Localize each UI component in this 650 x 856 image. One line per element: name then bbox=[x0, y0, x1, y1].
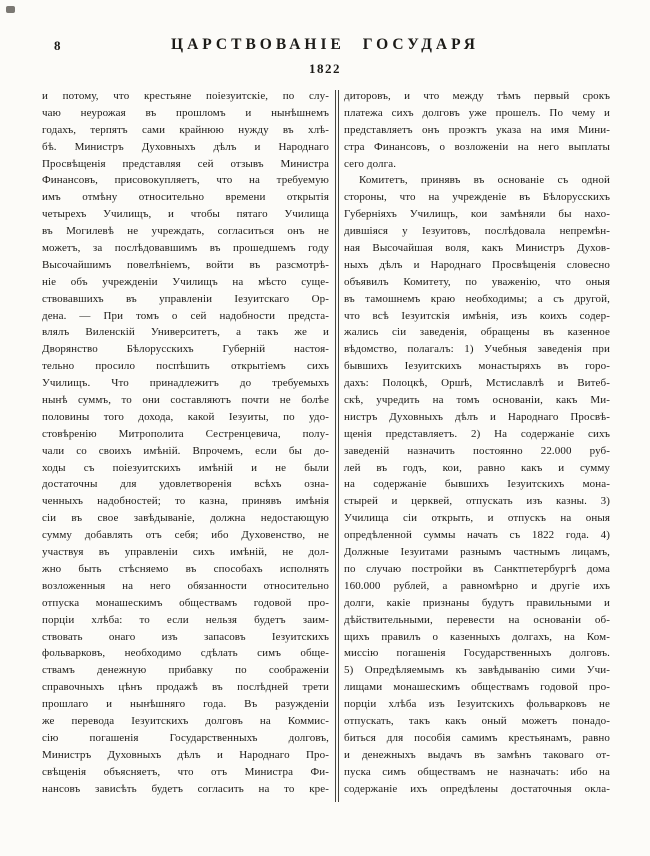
text-line: сего долга. bbox=[344, 157, 397, 170]
text-line: 160.000 рублей, а равномѣрно и другіе ихъ bbox=[344, 579, 610, 592]
text-line: Должные Іезуитами разнымъ частнымъ лицамъ, bbox=[344, 546, 610, 559]
page-title: ЦАРСТВОВАНІЕ ГОСУДАРЯ bbox=[171, 36, 479, 53]
text-line: участвуя въ управленіи сихъ имѣній, не дол- bbox=[42, 546, 329, 559]
text-line: порціи хлѣба изъ Іезуитскихъ фольварковъ не bbox=[344, 698, 610, 711]
text-line: возложенныя на него обязанности относительно bbox=[42, 579, 329, 592]
text-line: Дворянство Бѣлорусскихъ Губерній настоя- bbox=[42, 343, 329, 356]
text-line: представляетъ онъ проэктъ указа на имя Мини- bbox=[344, 123, 610, 136]
text-line: чаю неурожая въ прошломъ и нынѣшнемъ bbox=[42, 106, 329, 119]
text-line: пуска симъ обществамъ не назначать: ибо на bbox=[344, 765, 610, 778]
header-year: 1822 bbox=[309, 61, 341, 76]
text-line: же перевода Іезуитскихъ долговъ на Коммис- bbox=[42, 714, 329, 727]
text-line: отпуска монашескимъ обществамъ годовой про- bbox=[42, 596, 329, 609]
text-line: Министръ Духовныхъ дѣлъ и Народнаго Про- bbox=[42, 748, 329, 761]
text-line: стра Финансовъ, о возложеніи на него выплаты bbox=[344, 140, 610, 153]
text-line: что всѣ Іезуитскія имѣнія, изъ коихъ содер- bbox=[344, 309, 610, 322]
text-line: и денежныхъ выдачъ въ замѣнъ таковаго от- bbox=[344, 748, 610, 761]
text-line: ченныхъ надобностей; то казна, принявъ имѣнія bbox=[42, 495, 329, 508]
text-line: ніе объ учрежденіи Училищъ на мѣсто суще- bbox=[42, 275, 329, 288]
text-line: 5) Опредѣляемымъ къ завѣдыванію сими Учи- bbox=[344, 664, 610, 677]
text-line: ная Высочайшая воля, какъ Министръ Духов- bbox=[344, 242, 610, 255]
text-line: опредѣленной суммы начать съ 1822 года. 4) bbox=[344, 529, 610, 542]
text-line: вѣдомство, полагалъ: 1) Учебныя заведенія при bbox=[344, 343, 610, 356]
text-line: достаточны для удовлетворенія всѣхъ озна- bbox=[42, 478, 329, 491]
text-line: Губерніяхъ Училищъ, кои замѣняли бы нахо- bbox=[344, 208, 610, 221]
text-line: бывшихъ Іезуитскихъ монастыряхъ въ горо- bbox=[344, 360, 610, 373]
text-line: лей въ годъ, кои, равно какъ и сумму bbox=[344, 461, 610, 474]
text-line: ствовать онаго изъ запасовъ Іезуитскихъ bbox=[42, 630, 329, 643]
text-line: сію погашенія Государственныхъ долговъ, bbox=[42, 731, 329, 744]
text-line: Финансовъ, присовокупляетъ, что на требуемую bbox=[42, 174, 329, 187]
column-divider bbox=[335, 90, 339, 802]
text-line: по случаю постройки въ Санктпетербургѣ дома bbox=[344, 562, 610, 575]
text-line: сумму добавлять отъ себя; ибо Духовенство, не bbox=[42, 529, 329, 542]
text-line: чали со своихъ имѣній. Впрочемъ, если бы до- bbox=[42, 444, 329, 457]
text-line: сіи въ свое завѣдываніе, должна недостающую bbox=[42, 512, 329, 525]
scan-artifact bbox=[6, 6, 15, 13]
text-line: миссію погашенія Государственныхъ долговъ. bbox=[344, 647, 610, 660]
text-line: въ Могилевѣ не учреждать, согласиться онъ не bbox=[42, 225, 329, 238]
text-line: биться для пособія самимъ крестьянамъ, равно bbox=[344, 731, 610, 744]
text-line: диторовъ, и что между тѣмъ первый срокъ bbox=[344, 90, 610, 102]
text-line: лищами монашескимъ обществамъ годовой про- bbox=[344, 681, 610, 694]
text-line: стырей и церквей, отпускать изъ казны. 3) bbox=[344, 495, 610, 508]
text-line: дившіяся у Іезуитовъ, послѣдовала непремѣн- bbox=[344, 225, 610, 238]
text-line: жались сіи заведенія, обращены въ казенное bbox=[344, 326, 610, 339]
text-line: влялъ Виленскій Университетъ, а такъ же и bbox=[42, 326, 329, 339]
text-line: годахъ, терпятъ сами крайнюю нужду въ хлѣ- bbox=[42, 123, 329, 136]
page-body bbox=[42, 88, 610, 802]
text-line: бѣ. Министръ Духовныхъ дѣлъ и Народнаго bbox=[42, 140, 329, 153]
text-line: на содержаніе бывшихъ Іезуитскихъ мона- bbox=[344, 478, 610, 491]
text-line: четырехъ Училищъ, и чтобы пятаго Училища bbox=[42, 208, 329, 221]
column-right-text bbox=[344, 88, 610, 797]
text-line: имъ отмѣну относительно времени открытія bbox=[42, 191, 329, 204]
text-line: стовѣренію Митрополита Сестренцевича, полу- bbox=[42, 427, 329, 440]
text-line: въ тамошнемъ краю необходимы; а съ другой, bbox=[344, 292, 610, 305]
text-line: Училищъ. Что принадлежитъ до требуемыхъ bbox=[42, 377, 329, 390]
text-line: справочныхъ цѣнъ продажѣ въ послѣдней трети bbox=[42, 681, 329, 694]
text-line: нансовъ зависѣть будетъ согласить на то кре- bbox=[42, 782, 329, 795]
page-header bbox=[0, 36, 650, 77]
text-line: дахъ: Полоцкѣ, Оршѣ, Мстиславлѣ и Витеб- bbox=[344, 377, 610, 390]
text-line: жно быть стѣсняемо въ способахъ исполнять bbox=[42, 562, 329, 575]
text-line: Училища сіи открыть, и отпускъ на оныя bbox=[344, 512, 610, 525]
text-line: нынѣ суммъ, то они составляютъ почти не болѣе bbox=[42, 394, 329, 407]
text-line: отпускать, такъ какъ оный можетъ понадо- bbox=[344, 714, 610, 727]
text-line: дѣйствительными, перевести на основаніи об- bbox=[344, 613, 610, 626]
text-line: Просвѣщенія представляя сей отзывъ Министра bbox=[42, 157, 329, 170]
text-line: Высочайшимъ повелѣніемъ, войти въ разсмотрѣ- bbox=[42, 258, 329, 271]
text-line: скѣ, учредить на томъ основаніи, какъ Ми- bbox=[344, 394, 610, 407]
page-number: 8 bbox=[54, 38, 61, 53]
text-line: объявилъ Комитету, по уваженію, что оныя bbox=[344, 275, 610, 288]
text-line: ходы съ поіезуитскихъ имѣній и не были bbox=[42, 461, 329, 474]
text-line: Комитетъ, принявъ въ основаніе съ одной bbox=[359, 174, 610, 187]
text-line: и потому, что крестьяне поіезуитскіе, по слу- bbox=[42, 90, 329, 102]
text-line: нистръ Духовныхъ дѣлъ и Народнаго Просвѣ- bbox=[344, 410, 610, 423]
text-line: свѣщенія объясняетъ, что отъ Министра Фи- bbox=[42, 765, 329, 778]
text-line: долги, какіе признаны будутъ правильными и bbox=[344, 596, 610, 609]
text-line: можетъ, за послѣдовавшимъ въ прошедшемъ году bbox=[42, 242, 329, 255]
text-line: прошлаго и нынѣшняго года. Въ разужденіи bbox=[42, 698, 329, 711]
column-left-text bbox=[42, 88, 329, 797]
text-line: ствамъ денежную прибавку по соображеніи bbox=[42, 664, 329, 677]
text-line: фольварковъ, необходимо сдѣлать симъ обще- bbox=[42, 647, 329, 660]
text-line: стороны, что на учрежденіе въ Бѣлорусскихъ bbox=[344, 191, 610, 204]
text-line: щихъ правилъ о казенныхъ долгахъ, на Ком- bbox=[344, 630, 610, 643]
text-line: половины того дохода, какой Іезуиты, по удо- bbox=[42, 410, 329, 423]
text-line: платежа сихъ долговъ уже прошелъ. По чему и bbox=[344, 106, 610, 119]
text-line: порціи хлѣба: то если нельзя будетъ заим- bbox=[42, 613, 329, 626]
text-line: щенія представляетъ. 2) На содержаніе сихъ bbox=[344, 427, 610, 440]
text-line: ствовавшихъ въ управленіи Іезуитскаго Ор- bbox=[42, 292, 329, 305]
text-line: тельно просило поспѣшить открытіемъ сихъ bbox=[42, 360, 329, 373]
text-line: дена. — При томъ о сей надобности предста- bbox=[42, 309, 329, 322]
text-line: заведеній назначить постоянно 22.000 руб- bbox=[344, 444, 610, 457]
text-line: содержаніе ихъ опредѣлены достаточныя окла- bbox=[344, 782, 610, 795]
text-line: ныхъ дѣлъ и Народнаго Просвѣщенія словесно bbox=[344, 258, 610, 271]
